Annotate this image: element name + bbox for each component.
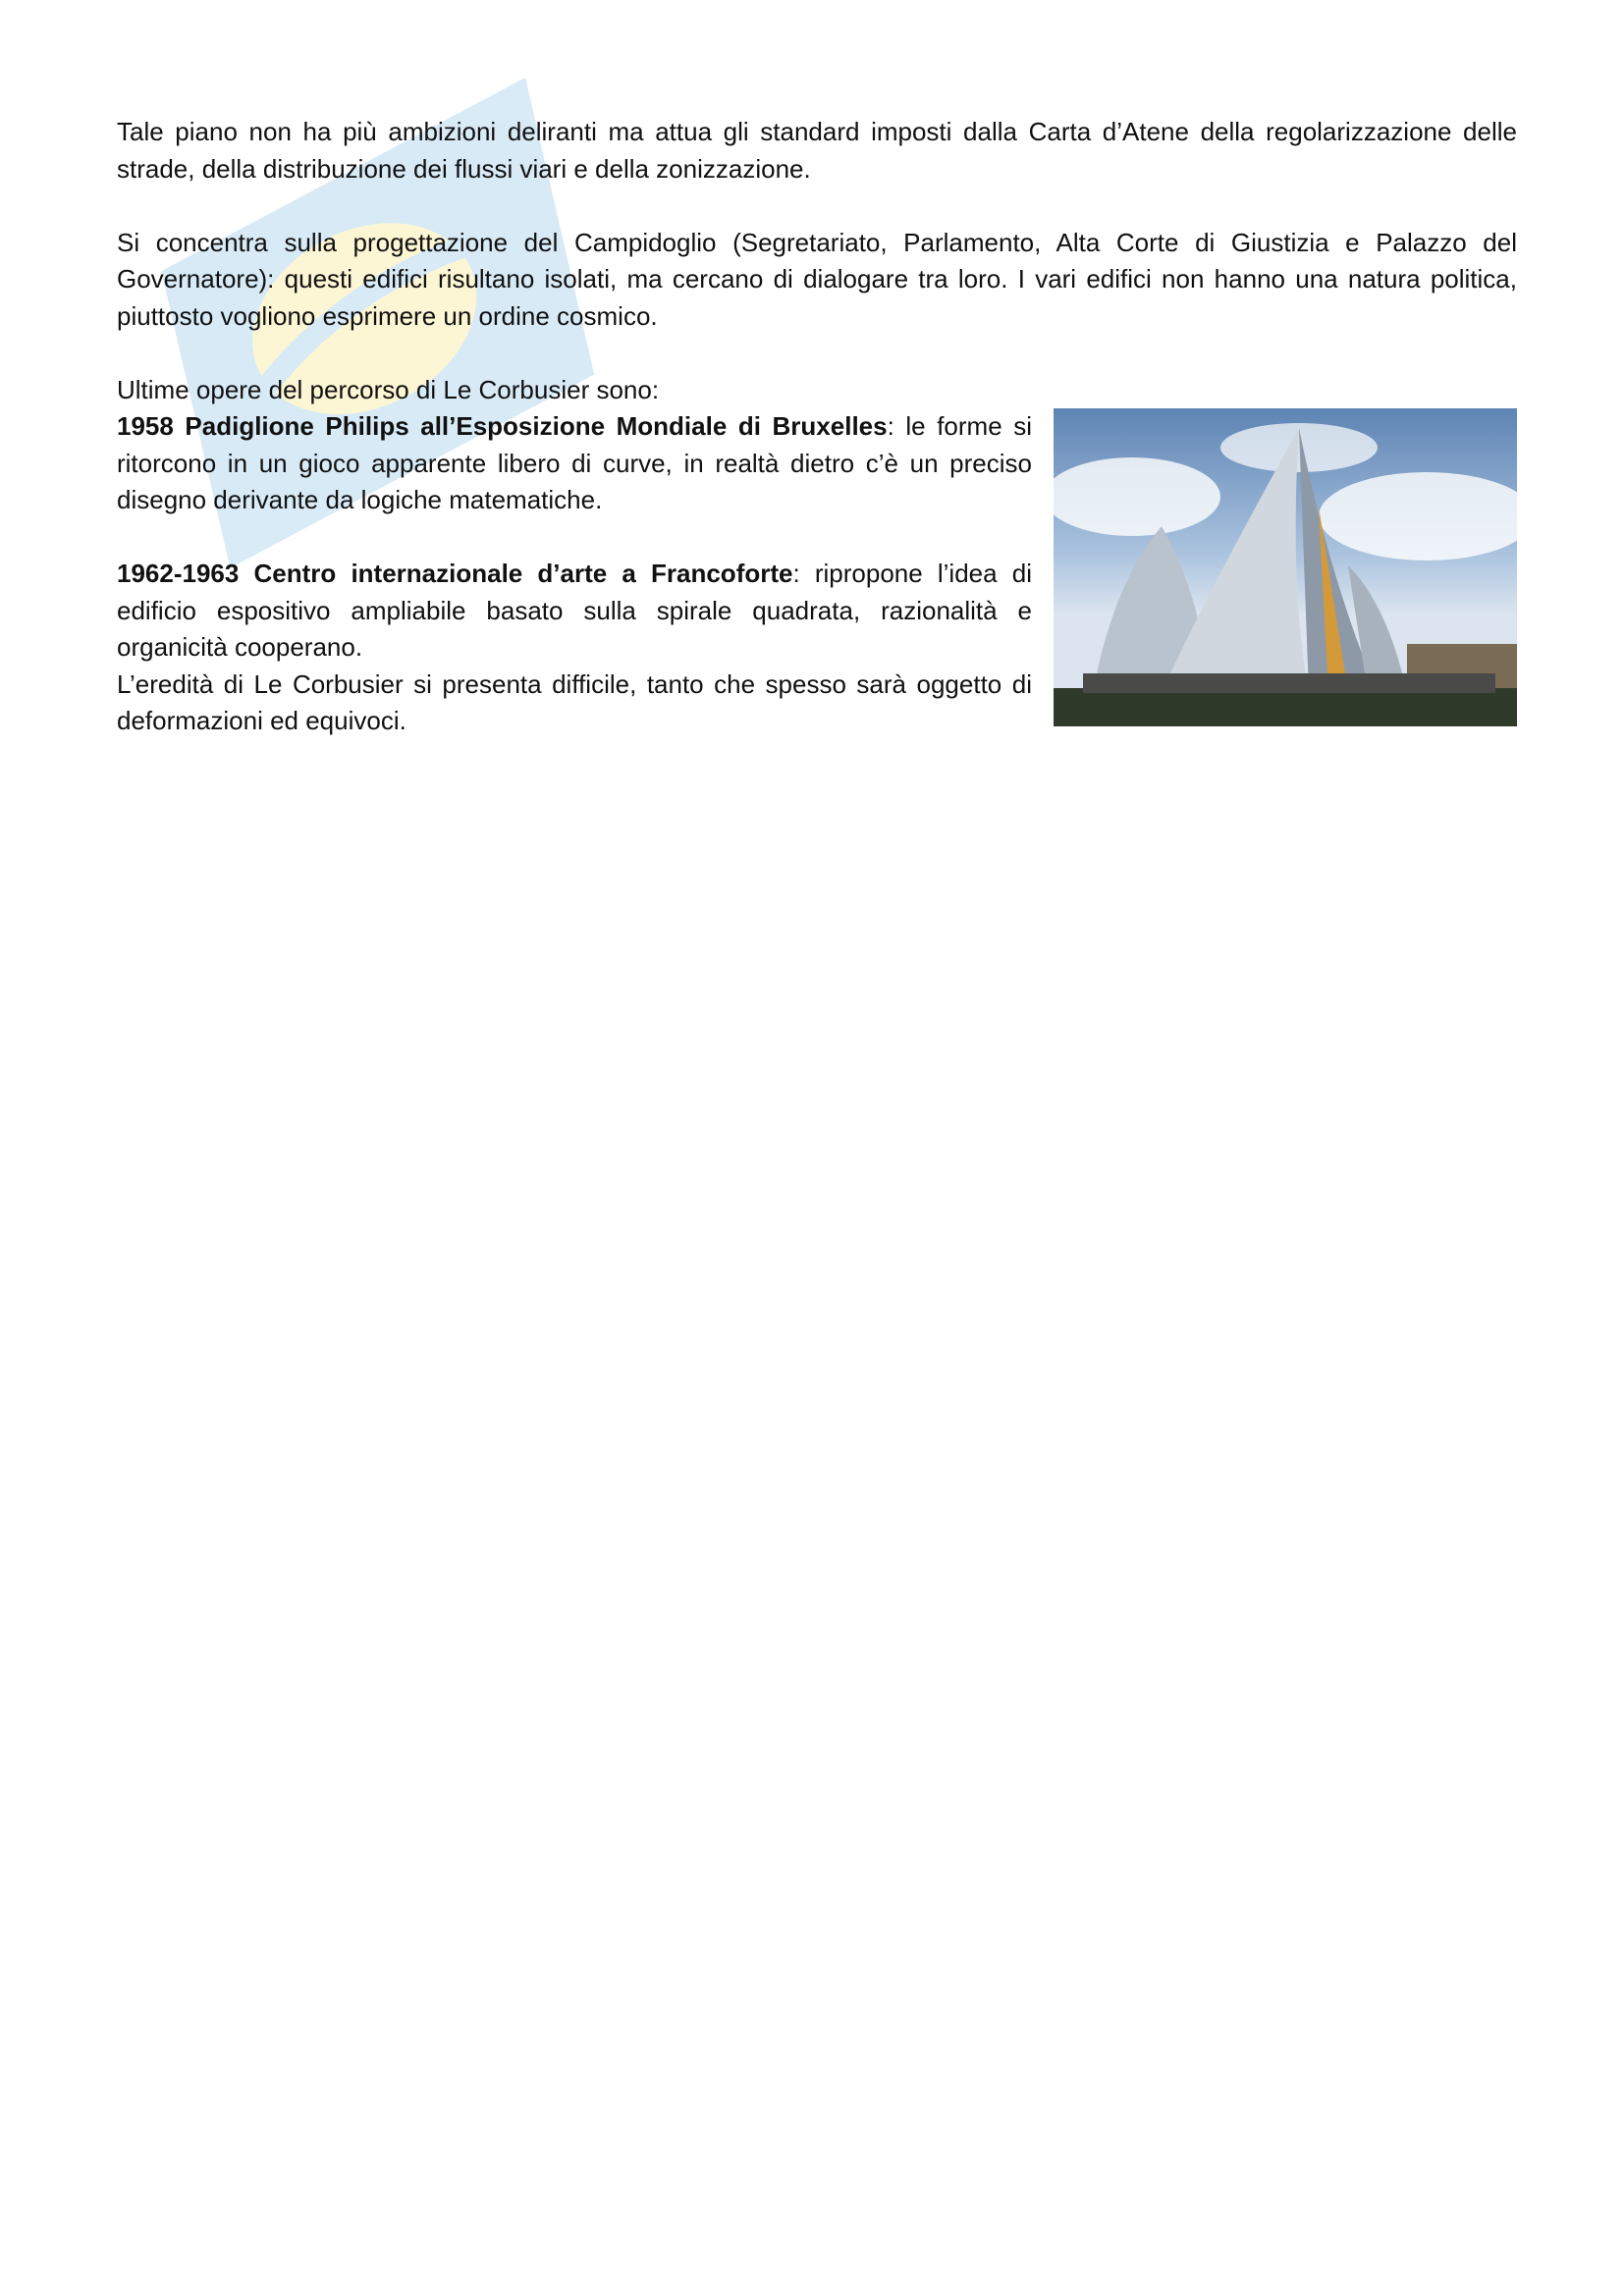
paragraph-campidoglio: Si concentra sulla progettazione del Campidoglio (Segretariato, Parlamento, Alta Corte di Giustizia e Palazzo del Governatore): questi edifici risultano isolati, ma cercano di dialogare tra loro. I vari edifici non hanno una natura politica, piuttosto vogliono esprimere un ordine cosmico. [117,227,1517,331]
work-philips-title: 1958 Padiglione Philips all’Esposizione Mondiale di Bruxelles [117,411,888,441]
document-body [117,114,1517,740]
works-section [117,408,1517,740]
paragraph-legacy: L’eredità di Le Corbusier si presenta difficile, tanto che spesso sarà oggetto di deformazioni ed equivoci. [117,668,1032,735]
philips-pavilion-photo [1054,408,1517,726]
paragraph-intro: Ultime opere del percorso di Le Corbusier sono: [117,374,660,404]
work-philips-text: : le forme si ritorcono in un gioco apparente libero di curve, in realtà dietro c’è un preciso disegno derivante da logiche matematiche. [117,411,1033,514]
work-philips-pavilion [117,408,1032,519]
work-francoforte-title: 1962-1963 Centro internazionale d’arte a Francoforte [117,559,793,588]
paragraph-carta-atene: Tale piano non ha più ambizioni deliranti ma attua gli standard imposti dalla Carta d’Atene della regolarizzazione delle strade, della distribuzione dei flussi viari e della zonizzazione. [117,117,1517,184]
work-francoforte [117,556,1032,667]
work-francoforte-text: : ripropone l’idea di edificio espositivo ampliabile basato sulla spirale quadrata, razionalità e organicità cooperano. [117,559,1032,662]
